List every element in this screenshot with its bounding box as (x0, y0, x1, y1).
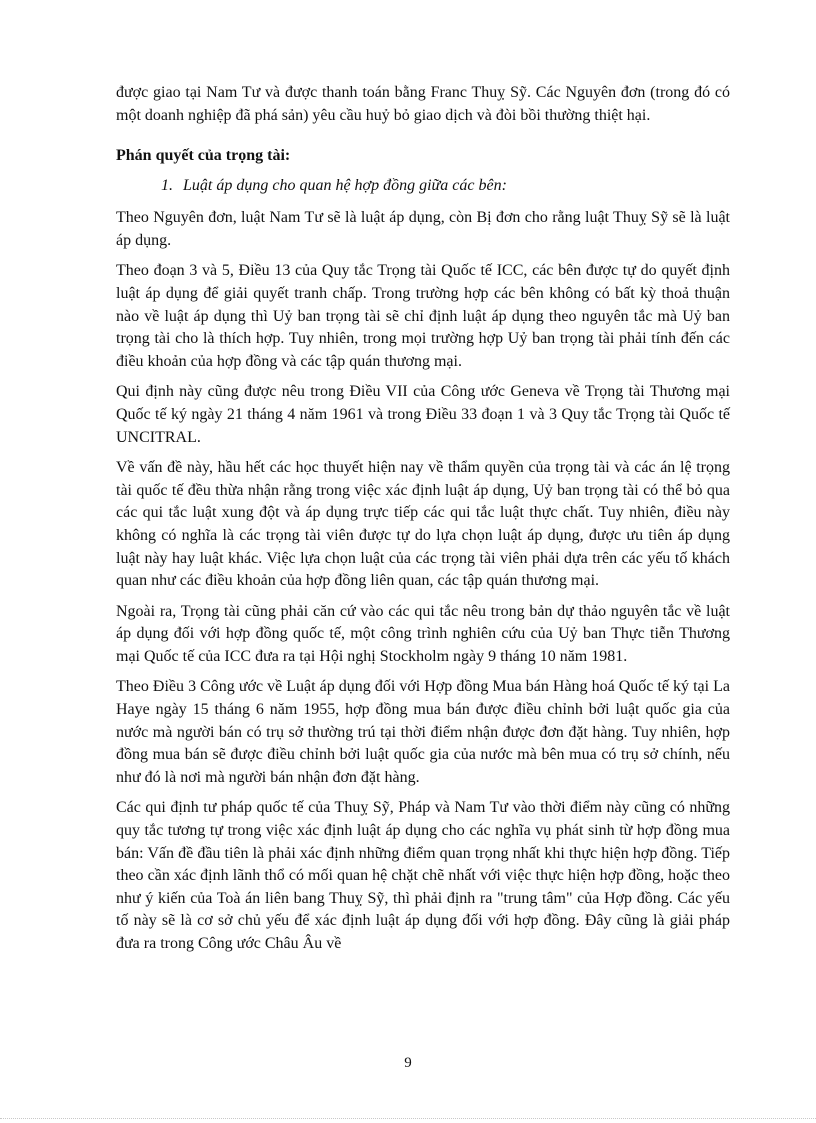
intro-paragraph: được giao tại Nam Tư và được thanh toán bằng Franc Thuỵ Sỹ. Các Nguyên đơn (trong đó có một doanh nghiệp đã phá sản) yêu cầu huỷ bỏ giao dịch và đòi bồi thường thiệt hại. (116, 84, 730, 124)
paragraph: Các qui định tư pháp quốc tế của Thuỵ Sỹ, Pháp và Nam Tư vào thời điểm này cũng có những quy tắc tương tự trong việc xác định luật áp dụng cho các nghĩa vụ phát sinh từ hợp đồng mua bán: Vấn đề đầu tiên là phải xác định những điểm quan trọng nhất khi thực hiện hợp đồng. Tiếp theo cần xác định lãnh thổ có mối quan hệ chặt chẽ nhất với việc thực hiện hợp đồng, hoặc theo như ý kiến của Toà án liên bang Thuỵ Sỹ, thì phải định ra "trung tâm" của Hợp đồng. Các yếu tố này sẽ là cơ sở chủ yếu để xác định luật áp dụng đối với hợp đồng. Đây cũng là giải pháp đưa ra trong Công ước Châu Âu về (116, 799, 730, 952)
document-page (116, 82, 730, 964)
paragraph: Qui định này cũng được nêu trong Điều VII của Công ước Geneva về Trọng tài Thương mại Quốc tế ký ngày 21 tháng 4 năm 1961 và trong Điều 33 đoạn 1 và 3 Quy tắc Trọng tài Quốc tế UNCITRAL. (116, 383, 730, 446)
paragraph: Theo đoạn 3 và 5, Điều 13 của Quy tắc Trọng tài Quốc tế ICC, các bên được tự do quyết định luật áp dụng để giải quyết tranh chấp. Trong trường hợp các bên không có bất kỳ thoả thuận nào về luật áp dụng thì Uỷ ban trọng tài sẽ chỉ định luật áp dụng theo nguyên tắc mà Uỷ ban trọng tài cho là thích hợp. Tuy nhiên, trong mọi trường hợp Uỷ ban trọng tài phải tính đến các điều khoản của hợp đồng và các tập quán thương mại. (116, 262, 730, 370)
paragraph: Theo Nguyên đơn, luật Nam Tư sẽ là luật áp dụng, còn Bị đơn cho rằng luật Thuỵ Sỹ sẽ là luật áp dụng. (116, 209, 730, 249)
page-number: 9 (404, 1055, 412, 1071)
subheading-text: Luật áp dụng cho quan hệ hợp đồng giữa các bên: (183, 177, 507, 195)
paragraph: Ngoài ra, Trọng tài cũng phải căn cứ vào các qui tắc nêu trong bản dự thảo nguyên tắc về luật áp dụng đối với hợp đồng quốc tế, một công trình nghiên cứu của Uỷ ban Thực tiễn Thương mại Quốc tế của ICC đưa ra tại Hội nghị Stockholm ngày 9 tháng 10 năm 1981. (116, 602, 730, 665)
subheading-number: 1. (161, 177, 173, 195)
section-heading: Phán quyết của trọng tài: (116, 147, 291, 165)
paragraph: Theo Điều 3 Công ước về Luật áp dụng đối với Hợp đồng Mua bán Hàng hoá Quốc tế ký tại La Haye ngày 15 tháng 6 năm 1955, hợp đồng mua bán được điều chỉnh bởi luật quốc gia của nước mà người bán có trụ sở thường trú tại thời điểm nhận được đơn đặt hàng. Tuy nhiên, hợp đồng mua bán sẽ được điều chỉnh bởi luật quốc gia của nước mà bên mua có trụ sở chính, nếu như đó là nơi mà người bán nhận đơn đặt hàng. (116, 678, 730, 786)
subheading (161, 175, 730, 197)
paragraph: Về vấn đề này, hầu hết các học thuyết hiện nay về thẩm quyền của trọng tài và các án lệ trọng tài quốc tế đều thừa nhận rằng trong việc xác định luật áp dụng, Uỷ ban trọng tài có thể bỏ qua các qui tắc luật xung đột và áp dụng trực tiếp các qui tắc luật thực chất. Tuy nhiên, điều này không có nghĩa là các trọng tài viên được tự do lựa chọn luật áp dụng, được ưu tiên áp dụng luật này hay luật khác. Việc lựa chọn luật của các trọng tài viên phải dựa trên các yếu tố khách quan như các điều khoản của hợp đồng liên quan, các tập quán thương mại. (116, 459, 730, 590)
page-edge-divider (0, 1118, 816, 1119)
